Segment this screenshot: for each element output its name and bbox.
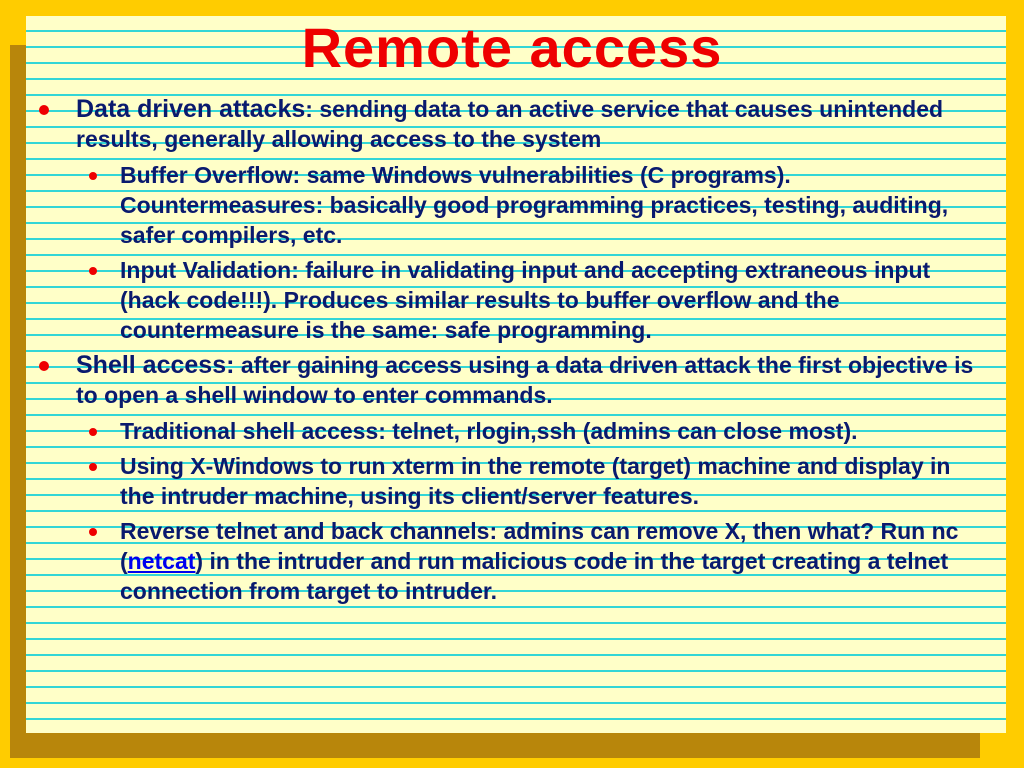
sub-bullet-text: Input Validation: failure in validating input and accepting extraneous input (hack code!!!). Produces similar results to buffer overflow and the countermeasure is the same: safe programming. xyxy=(120,257,931,343)
sub-bullet-dot xyxy=(89,428,97,436)
bullet-lead: Shell access: xyxy=(76,351,235,379)
sub-bullet-text: Using X-Windows to run xterm in the remote (target) machine and display in the intruder machine, using its client/server features. xyxy=(120,453,951,509)
sub-bullet-text-after: ) in the intruder and run malicious code in the target creating a telnet connection from target to intruder. xyxy=(120,548,949,604)
sub-bullet-traditional-shell xyxy=(36,416,988,446)
sub-bullet-dot xyxy=(89,172,97,180)
sub-bullet-dot xyxy=(89,267,97,275)
sub-bullet-dot xyxy=(89,528,97,536)
sub-bullet-buffer-overflow xyxy=(36,160,988,250)
sub-bullet-reverse-telnet xyxy=(36,516,988,606)
slide-title: Remote access xyxy=(301,16,723,79)
netcat-link[interactable]: netcat xyxy=(127,548,196,574)
bullet-shell-access xyxy=(36,350,988,410)
bullet-dot xyxy=(39,361,49,371)
sub-bullet-text: Buffer Overflow: same Windows vulnerabilities (C programs). Countermeasures: basically good programming practices, testing, auditing, safer compilers, etc. xyxy=(120,162,949,248)
sub-bullet-text-before: Reverse telnet and back channels: admins can remove X, then what? Run nc ( xyxy=(120,518,959,574)
slide-body xyxy=(36,94,988,611)
bullet-lead: Data driven attacks xyxy=(76,95,306,123)
bullet-text: : sending data to an active service that causes unintended results, generally allowing access to the system xyxy=(76,96,944,152)
bullet-text: after gaining access using a data driven attack the first objective is to open a shell window to enter commands. xyxy=(76,352,974,408)
sub-bullet-text: Traditional shell access: telnet, rlogin,ssh (admins can close most). xyxy=(120,418,858,444)
sub-bullet-dot xyxy=(89,463,97,471)
bullet-data-driven-attacks xyxy=(36,94,988,154)
bullet-dot xyxy=(39,105,49,115)
sub-bullet-input-validation xyxy=(36,255,988,345)
sub-bullet-x-windows xyxy=(36,451,988,511)
